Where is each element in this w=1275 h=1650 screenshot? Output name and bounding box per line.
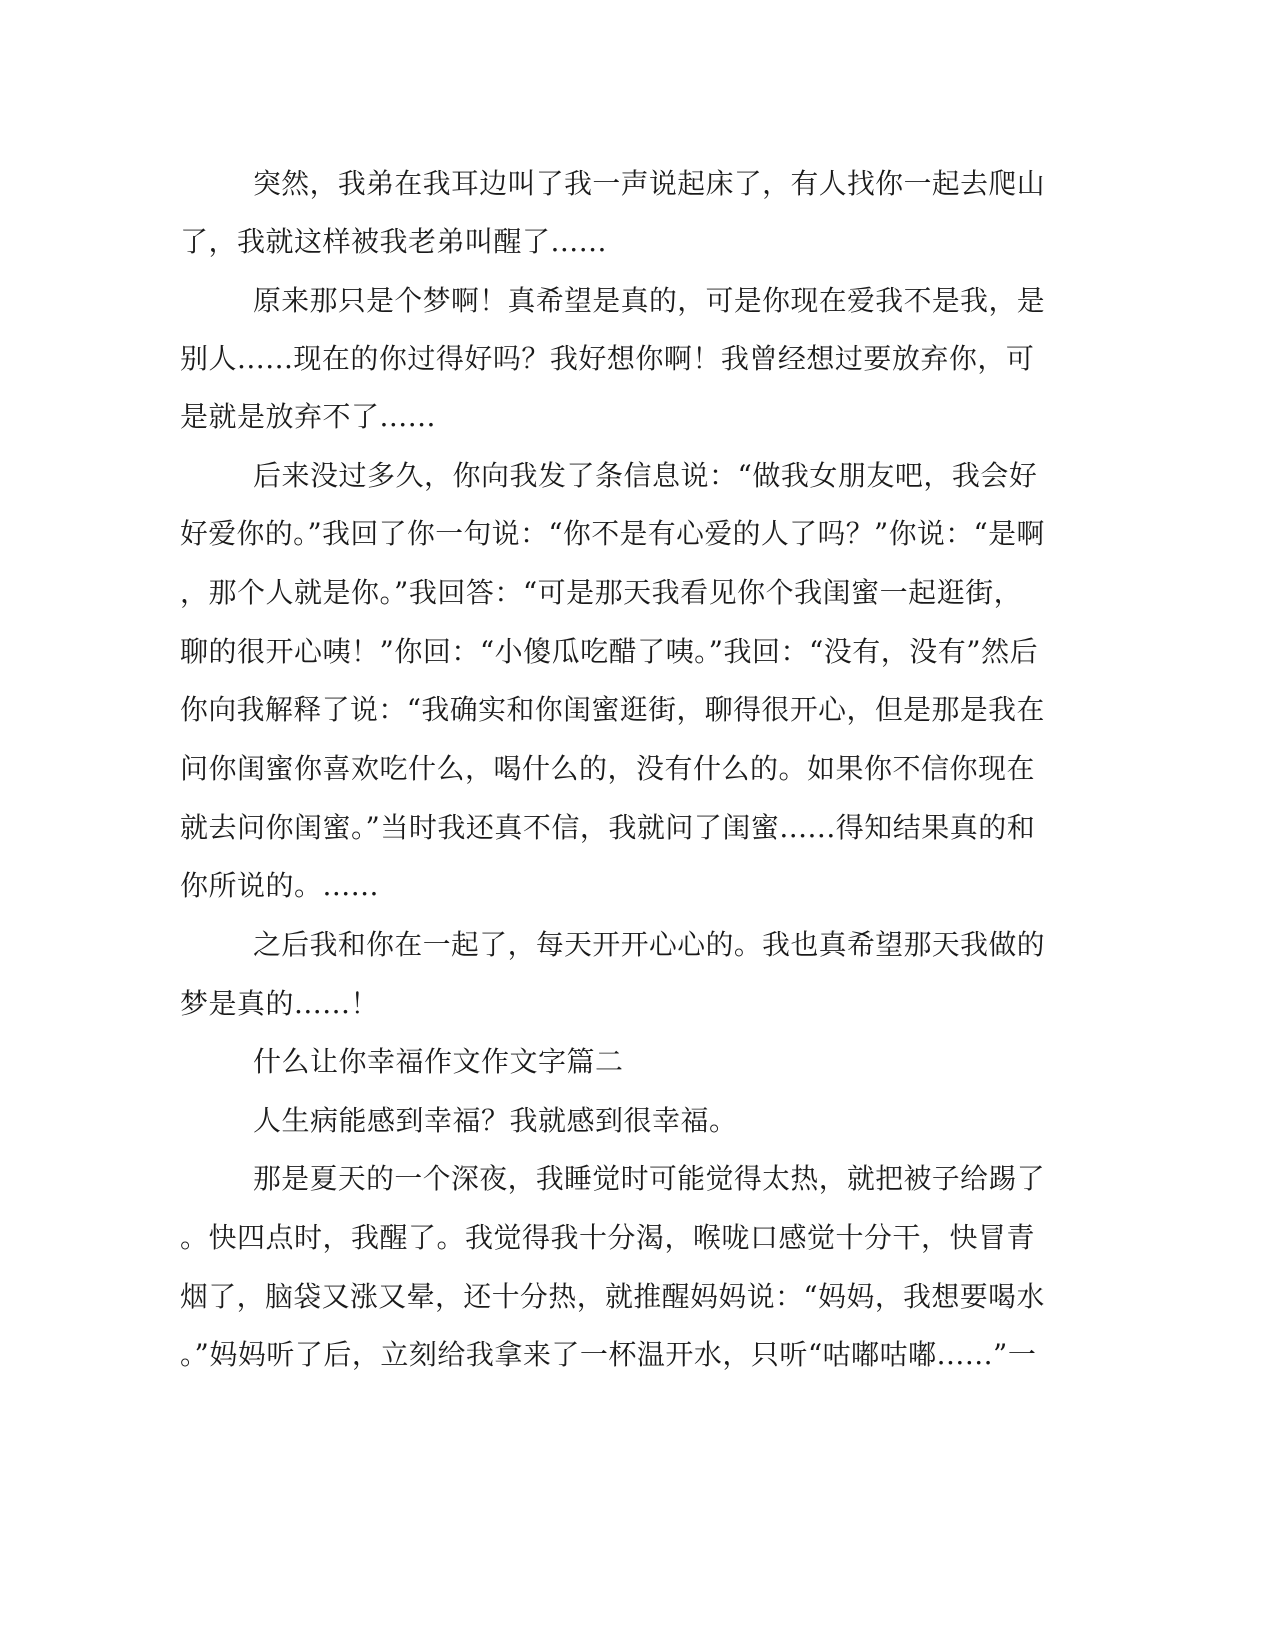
text-line: 突然，我弟在我耳边叫了我一声说起床了，有人找你一起去爬山 xyxy=(253,167,1046,200)
text-line: 烟了，脑袋又涨又晕，还十分热，就推醒妈妈说：“妈妈，我想要喝水 xyxy=(180,1280,1045,1313)
text-line: 。快四点时，我醒了。我觉得我十分渴，喉咙口感觉十分干，快冒青 xyxy=(180,1221,1036,1254)
text-line: 了，我就这样被我老弟叫醒了...... xyxy=(180,225,607,258)
text-line: 问你闺蜜你喜欢吃什么，喝什么的，没有什么的。如果你不信你现在 xyxy=(180,752,1036,785)
text-line: 人生病能感到幸福？我就感到很幸福。 xyxy=(253,1104,738,1137)
text-line: 后来没过多久，你向我发了条信息说：“做我女朋友吧，我会好 xyxy=(253,459,1038,492)
text-line: 。”妈妈听了后，立刻给我拿来了一杯温开水，只听“咕嘟咕嘟......”一 xyxy=(180,1338,1037,1371)
text-line: 梦是真的......！ xyxy=(180,987,379,1020)
text-line: 别人......现在的你过得好吗？我好想你啊！我曾经想过要放弃你，可 xyxy=(180,342,1035,375)
text-line: 原来那只是个梦啊！真希望是真的，可是你现在爱我不是我，是 xyxy=(253,284,1046,317)
text-line: 你所说的。...... xyxy=(180,869,379,902)
text-line: 好爱你的。”我回了你一句说：“你不是有心爱的人了吗？”你说：“是啊 xyxy=(180,517,1045,550)
section-heading: 什么让你幸福作文作文字篇二 xyxy=(253,1045,624,1078)
text-line: 你向我解释了说：“我确实和你闺蜜逛街，聊得很开心，但是那是我在 xyxy=(180,693,1045,726)
text-line: 就去问你闺蜜。”当时我还真不信，我就问了闺蜜......得知结果真的和 xyxy=(180,811,1036,844)
text-line: 聊的很开心咦！”你回：“小傻瓜吃醋了咦。”我回：“没有，没有”然后 xyxy=(180,635,1039,668)
text-line: 是就是放弃不了...... xyxy=(180,400,436,433)
text-line: ，那个人就是你。”我回答：“可是那天我看见你个我闺蜜一起逛街， xyxy=(180,576,1023,609)
text-line: 之后我和你在一起了，每天开开心心的。我也真希望那天我做的 xyxy=(253,928,1046,961)
text-line: 那是夏天的一个深夜，我睡觉时可能觉得太热，就把被子给踢了 xyxy=(253,1162,1046,1195)
